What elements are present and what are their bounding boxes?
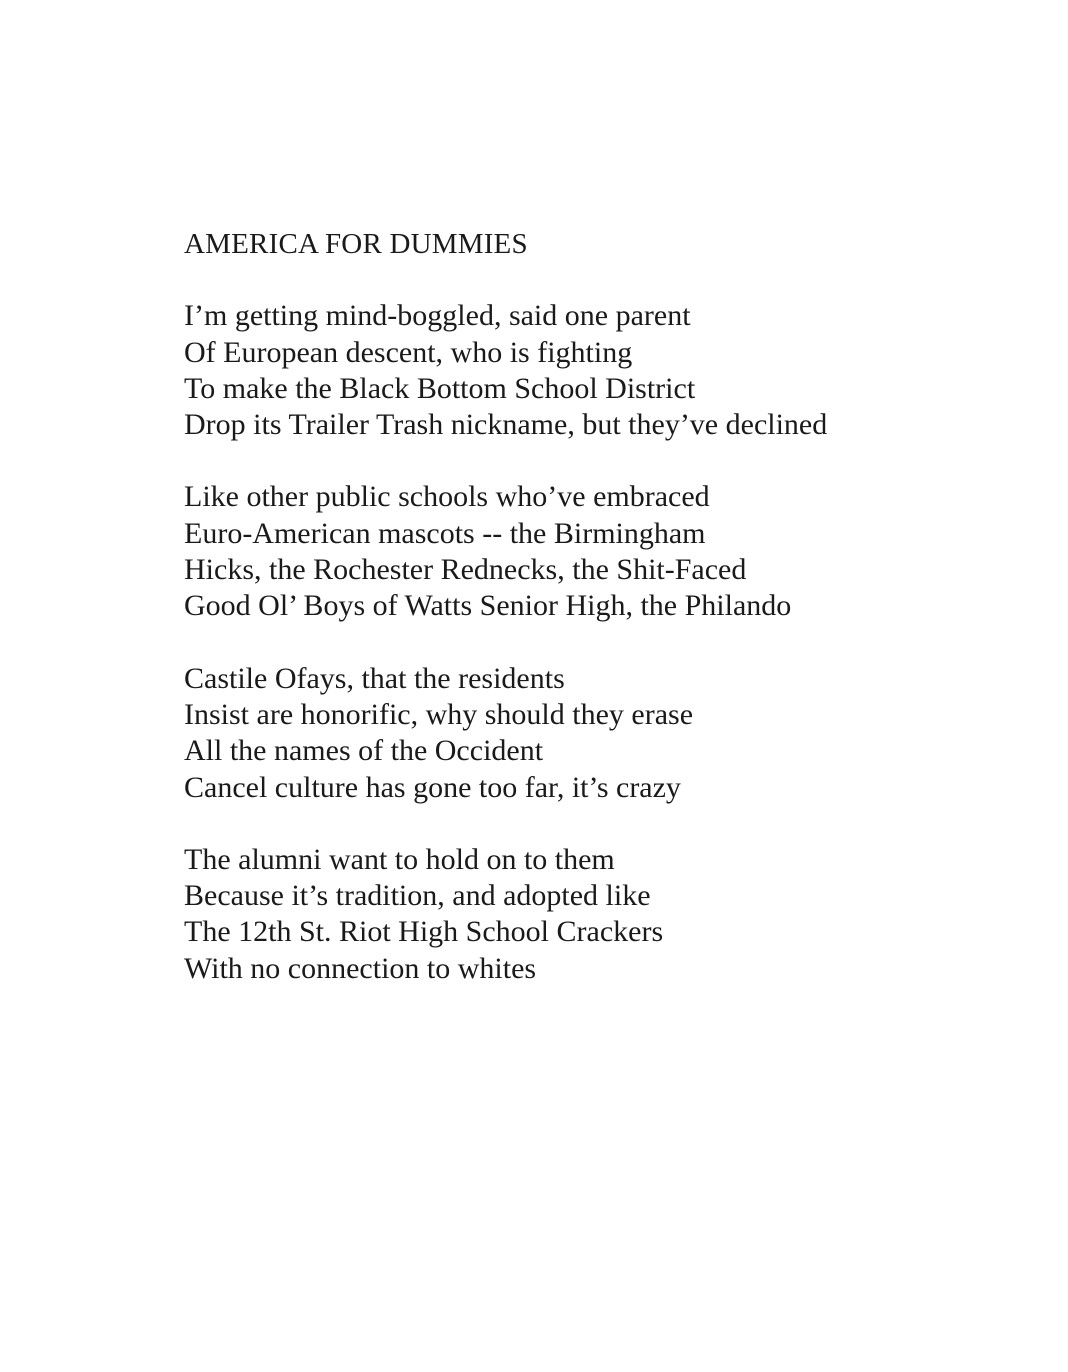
- poem-line: Euro-American mascots -- the Birmingham: [184, 516, 706, 550]
- poem-line: The alumni want to hold on to them: [184, 842, 615, 876]
- poem-line: Insist are honorific, why should they erase: [184, 697, 694, 731]
- poem-line: Hicks, the Rochester Rednecks, the Shit-Faced: [184, 553, 747, 587]
- poem-line: To make the Black Bottom School District: [184, 371, 696, 405]
- stanza-2: [184, 479, 1004, 624]
- poem-title: AMERICA FOR DUMMIES: [184, 228, 528, 260]
- stanza-1: [184, 298, 1004, 443]
- poem-line: Castile Ofays, that the residents: [184, 661, 565, 695]
- poem-line: All the names of the Occident: [184, 734, 544, 768]
- stanza-3: [184, 661, 1004, 806]
- poem-line: Drop its Trailer Trash nickname, but they’ve declined: [184, 408, 828, 442]
- stanza-4: [184, 842, 1004, 987]
- poem-line: I’m getting mind-boggled, said one parent: [184, 299, 691, 333]
- poem-line: Like other public schools who’ve embraced: [184, 480, 710, 514]
- poem-line: Cancel culture has gone too far, it’s crazy: [184, 770, 681, 804]
- poem-line: Good Ol’ Boys of Watts Senior High, the Philando: [184, 589, 792, 623]
- poem: [184, 226, 1004, 987]
- poem-line: The 12th St. Riot High School Crackers: [184, 915, 664, 949]
- poem-line: With no connection to whites: [184, 951, 537, 985]
- poem-line: Because it’s tradition, and adopted like: [184, 879, 651, 913]
- poem-line: Of European descent, who is fighting: [184, 335, 633, 369]
